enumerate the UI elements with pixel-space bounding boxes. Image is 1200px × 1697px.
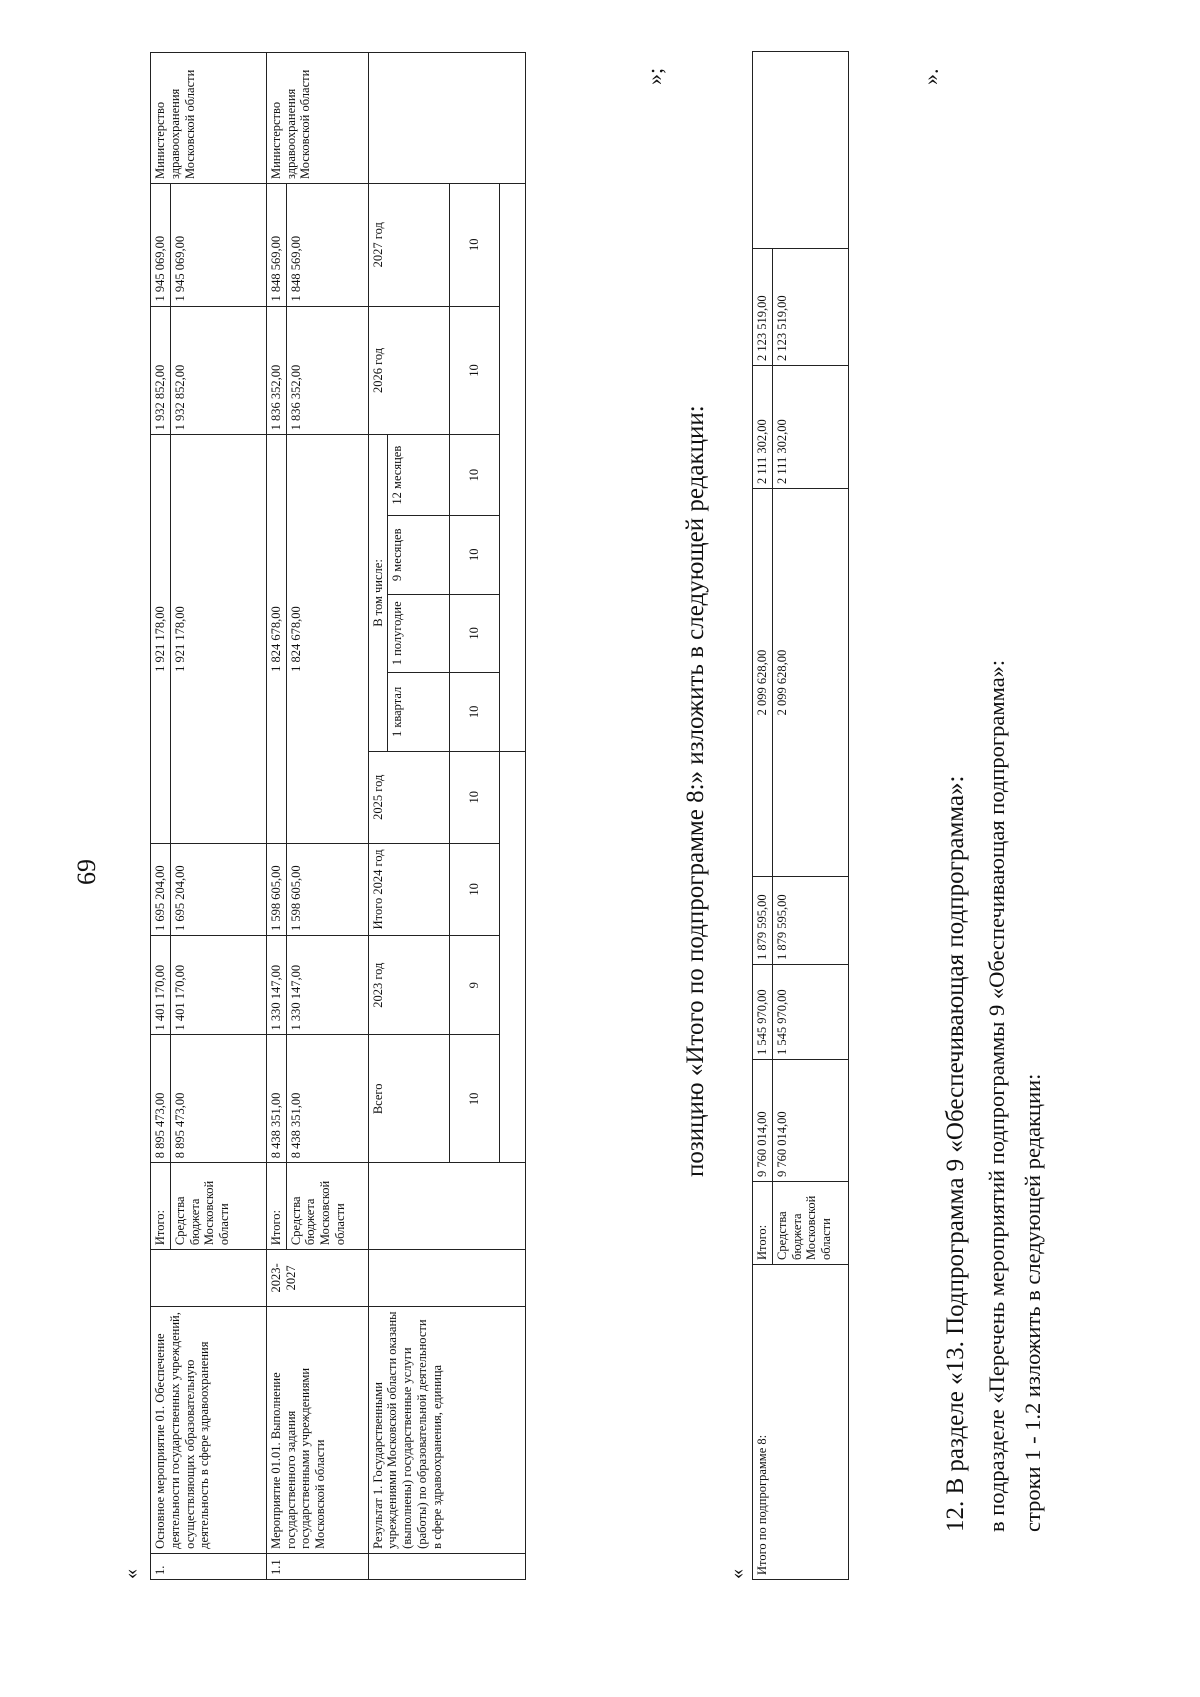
measure-name: Основное мероприятие 01. Обеспечение деятельности государственных учреждений, осуществляющих образовательную деятельность в сфере здравоохранения <box>151 1306 267 1553</box>
value-2025: 2 099 628,00 <box>772 489 848 877</box>
header-9m: 9 месяцев <box>388 516 450 595</box>
value-2027: 2 123 519,00 <box>753 249 773 366</box>
executor: Министерство здравоохранения Московской области <box>151 53 267 184</box>
value-2026: 1 932 852,00 <box>170 306 266 435</box>
value-2023: 1 545 970,00 <box>753 965 773 1060</box>
header-2025: 2025 год <box>368 751 450 843</box>
measure-period <box>151 1250 267 1307</box>
value-2025: 1 921 178,00 <box>170 435 266 843</box>
header-total: Всего <box>368 1035 450 1163</box>
row-number <box>368 1553 526 1579</box>
value-2024: 1 598 605,00 <box>266 843 286 935</box>
value-2023: 1 330 147,00 <box>266 935 286 1034</box>
paragraph-position: позицию «Итого по подпрограмме 8:» изложить в следующей редакции: <box>682 405 709 1177</box>
header-including: В том числе: <box>368 435 388 751</box>
result-source <box>368 1163 526 1250</box>
value-total: 9 760 014,00 <box>753 1060 773 1182</box>
subprogram-label: Итого по подпрограмме 8: <box>753 1265 849 1580</box>
result-value-h1: 10 <box>450 594 500 673</box>
value-2023: 1 330 147,00 <box>286 935 368 1034</box>
value-total: 9 760 014,00 <box>772 1060 848 1182</box>
open-quote: « <box>120 1569 142 1579</box>
value-2027: 1 945 069,00 <box>170 184 266 307</box>
row-number: 1. <box>151 1553 267 1579</box>
result-empty-cell <box>500 184 526 752</box>
value-2025: 1 824 678,00 <box>286 435 368 843</box>
table-row <box>368 53 388 1580</box>
value-2025: 2 099 628,00 <box>753 489 773 877</box>
value-2024: 1 879 595,00 <box>753 877 773 965</box>
result-empty-cell <box>500 751 526 1163</box>
table-row <box>151 53 171 1580</box>
header-2023: 2023 год <box>368 935 450 1034</box>
subprogram-total-table <box>752 51 849 1580</box>
paragraph-section: 12. В разделе «13. Подпрограмма 9 «Обеспечивающая подпрограмма»: <box>942 775 969 1532</box>
source-label: Средства бюджета Московской области <box>170 1163 266 1250</box>
value-total: 8 438 351,00 <box>286 1035 368 1163</box>
row-number: 1.1 <box>266 1553 368 1579</box>
result-value-9m: 10 <box>450 516 500 595</box>
result-value-2026: 10 <box>450 306 500 435</box>
result-value-q1: 10 <box>450 673 500 752</box>
result-value-12m: 10 <box>450 435 500 516</box>
close-mark-2: ». <box>918 68 943 85</box>
result-name: Результат 1. Государственными учреждениями Московской области оказаны (выполнены) государственные услуги (работы) по образовательной деятельности в сфере здравоохранения, единица <box>368 1306 526 1553</box>
value-total: 8 895 473,00 <box>170 1035 266 1163</box>
header-2026: 2026 год <box>368 306 450 435</box>
table-row <box>266 53 286 1580</box>
paragraph-rows: строки 1 - 1.2 изложить в следующей редакции: <box>1020 1073 1045 1532</box>
result-value-2024: 10 <box>450 843 500 935</box>
value-2027: 2 123 519,00 <box>772 249 848 366</box>
value-2024: 1 879 595,00 <box>772 877 848 965</box>
value-2026: 2 111 302,00 <box>772 366 848 489</box>
value-2026: 1 836 352,00 <box>286 306 368 435</box>
header-q1: 1 квартал <box>388 673 450 752</box>
result-executor <box>368 53 526 184</box>
result-value-2025: 10 <box>450 751 500 843</box>
result-value-total: 10 <box>450 1035 500 1163</box>
result-value-2027: 10 <box>450 184 500 307</box>
value-total: 8 895 473,00 <box>151 1035 171 1163</box>
result-value-2023: 9 <box>450 935 500 1034</box>
value-2023: 1 545 970,00 <box>772 965 848 1060</box>
total-label: Итого: <box>753 1182 773 1265</box>
value-2024: 1 695 204,00 <box>151 843 171 935</box>
executor-cell <box>753 52 849 249</box>
source-label: Средства бюджета Московской области <box>772 1182 848 1265</box>
source-label: Средства бюджета Московской области <box>286 1163 368 1250</box>
table-row <box>753 52 773 1580</box>
value-2023: 1 401 170,00 <box>170 935 266 1034</box>
value-total: 8 438 351,00 <box>266 1035 286 1163</box>
value-2024: 1 695 204,00 <box>170 843 266 935</box>
value-2024: 1 598 605,00 <box>286 843 368 935</box>
value-2027: 1 848 569,00 <box>286 184 368 307</box>
executor: Министерство здравоохранения Московской области <box>266 53 368 184</box>
value-2025: 1 824 678,00 <box>266 435 286 843</box>
header-12m: 12 месяцев <box>388 435 450 516</box>
value-2026: 1 932 852,00 <box>151 306 171 435</box>
value-2027: 1 848 569,00 <box>266 184 286 307</box>
page-number: 69 <box>72 859 101 885</box>
value-2026: 2 111 302,00 <box>753 366 773 489</box>
measure-period: 2023-2027 <box>266 1250 368 1307</box>
header-2024: Итого 2024 год <box>368 843 450 935</box>
value-2027: 1 945 069,00 <box>151 184 171 307</box>
total-label: Итого: <box>151 1163 171 1250</box>
measure-name: Мероприятие 01.01. Выполнение государственного задания государственными учреждениями Московской области <box>266 1306 368 1553</box>
measures-table <box>150 52 526 1580</box>
result-period <box>368 1250 526 1307</box>
value-2026: 1 836 352,00 <box>266 306 286 435</box>
value-2025: 1 921 178,00 <box>151 435 171 843</box>
total-label: Итого: <box>266 1163 286 1250</box>
close-mark-1: »; <box>642 67 667 85</box>
open-quote-2: « <box>726 1569 748 1579</box>
header-h1: 1 полугодие <box>388 594 450 673</box>
value-2023: 1 401 170,00 <box>151 935 171 1034</box>
header-2027: 2027 год <box>368 184 450 307</box>
paragraph-subsection: в подразделе «Перечень мероприятий подпрограммы 9 «Обеспечивающая подпрограмма»: <box>984 659 1009 1532</box>
